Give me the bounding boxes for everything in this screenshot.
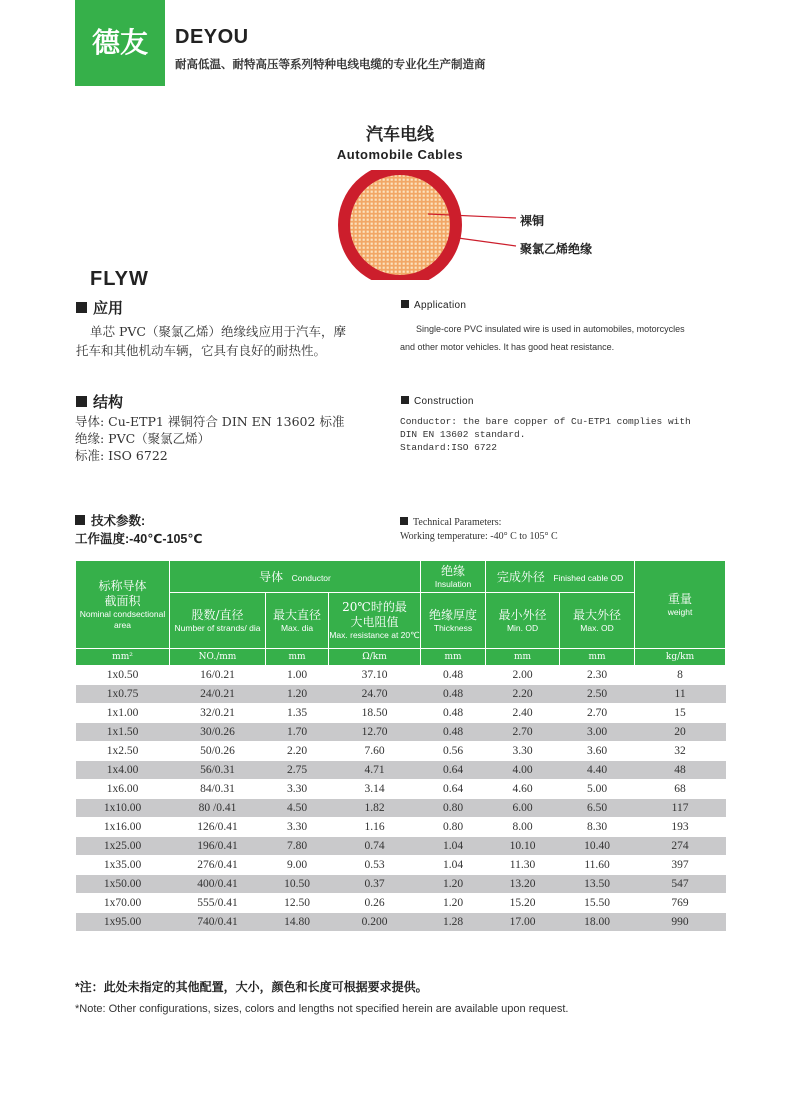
- bullet-square-icon: [400, 517, 408, 525]
- table-cell: 10.40: [560, 837, 635, 856]
- table-cell: 8.00: [486, 818, 560, 837]
- table-cell: 15.50: [560, 894, 635, 913]
- table-cell: 2.70: [486, 723, 560, 742]
- table-row: [76, 723, 726, 742]
- table-cell: 1.35: [266, 704, 329, 723]
- table-cell: 8.30: [560, 818, 635, 837]
- table-cell: 2.20: [486, 685, 560, 704]
- table-row: [76, 818, 726, 837]
- table-cell: 1x2.50: [76, 742, 170, 761]
- table-cell: 117: [635, 799, 726, 818]
- unit-cell: mm²: [76, 649, 170, 666]
- table-cell: 0.74: [329, 837, 421, 856]
- table-cell: 50/0.26: [170, 742, 266, 761]
- bullet-square-icon: [76, 302, 87, 313]
- table-cell: 1x25.00: [76, 837, 170, 856]
- table-cell: 16/0.21: [170, 666, 266, 685]
- table-row: [76, 780, 726, 799]
- bullet-square-icon: [76, 396, 87, 407]
- construction-heading-zh: 结构: [76, 391, 123, 412]
- table-cell: 0.64: [421, 780, 486, 799]
- bullet-square-icon: [401, 396, 409, 404]
- table-row: [76, 856, 726, 875]
- table-cell: 20: [635, 723, 726, 742]
- table-cell: 397: [635, 856, 726, 875]
- table-cell: 1.20: [266, 685, 329, 704]
- table-cell: 4.40: [560, 761, 635, 780]
- header-strands: 股数/直径 Number of strands/ dia: [170, 593, 266, 649]
- table-cell: 193: [635, 818, 726, 837]
- table-cell: 1x35.00: [76, 856, 170, 875]
- note-en: *Note: Other configurations, sizes, colors and lengths not specified herein are available upon request.: [75, 1003, 569, 1015]
- table-cell: 1x0.75: [76, 685, 170, 704]
- table-cell: 3.60: [560, 742, 635, 761]
- table-cell: 1x50.00: [76, 875, 170, 894]
- table-cell: 0.64: [421, 761, 486, 780]
- table-row: [76, 685, 726, 704]
- model-code: FLYW: [90, 268, 149, 290]
- table-cell: 2.70: [560, 704, 635, 723]
- table-cell: 3.30: [266, 780, 329, 799]
- brand-tagline: 耐高低温、耐特高压等系列特种电线电缆的专业化生产制造商: [175, 59, 486, 71]
- table-cell: 1.28: [421, 913, 486, 932]
- table-cell: 1x4.00: [76, 761, 170, 780]
- table-cell: 5.00: [560, 780, 635, 799]
- table-cell: 740/0.41: [170, 913, 266, 932]
- table-cell: 2.50: [560, 685, 635, 704]
- unit-cell: mm: [486, 649, 560, 666]
- table-cell: 0.56: [421, 742, 486, 761]
- table-cell: 56/0.31: [170, 761, 266, 780]
- table-cell: 17.00: [486, 913, 560, 932]
- table-cell: 0.48: [421, 666, 486, 685]
- header-thickness: 绝缘厚度 Thickness: [421, 593, 486, 649]
- table-cell: 10.50: [266, 875, 329, 894]
- table-cell: 0.48: [421, 704, 486, 723]
- unit-cell: mm: [421, 649, 486, 666]
- table-cell: 30/0.26: [170, 723, 266, 742]
- insulation-label: 聚氯乙烯绝缘: [520, 242, 593, 256]
- table-cell: 0.26: [329, 894, 421, 913]
- table-cell: 2.20: [266, 742, 329, 761]
- table-row: [76, 894, 726, 913]
- cable-cross-section-diagram: [330, 170, 530, 280]
- logo-text: 德友: [91, 26, 148, 59]
- table-row: [76, 704, 726, 723]
- table-cell: 13.50: [560, 875, 635, 894]
- table-cell: 126/0.41: [170, 818, 266, 837]
- header-weight: 重量 weight: [635, 561, 726, 649]
- table-cell: 32: [635, 742, 726, 761]
- table-cell: 1.00: [266, 666, 329, 685]
- brand-name: DEYOU: [175, 26, 249, 48]
- table-cell: 12.70: [329, 723, 421, 742]
- table-cell: 1.20: [421, 875, 486, 894]
- table-cell: 15.20: [486, 894, 560, 913]
- table-cell: 3.30: [266, 818, 329, 837]
- table-cell: 14.80: [266, 913, 329, 932]
- table-cell: 3.30: [486, 742, 560, 761]
- table-cell: 32/0.21: [170, 704, 266, 723]
- application-heading-en: Application: [401, 300, 466, 311]
- table-cell: 24/0.21: [170, 685, 266, 704]
- table-cell: 769: [635, 894, 726, 913]
- table-cell: 2.40: [486, 704, 560, 723]
- table-cell: 18.50: [329, 704, 421, 723]
- table-cell: 11: [635, 685, 726, 704]
- table-cell: 1x95.00: [76, 913, 170, 932]
- header-insulation: 绝缘 Insulation: [421, 561, 486, 593]
- table-cell: 1x16.00: [76, 818, 170, 837]
- bullet-square-icon: [401, 300, 409, 308]
- table-cell: 0.53: [329, 856, 421, 875]
- copper-label: 裸铜: [520, 214, 545, 228]
- table-cell: 3.00: [560, 723, 635, 742]
- table-row: [76, 913, 726, 932]
- construction-heading-en: Construction: [401, 396, 474, 407]
- table-cell: 4.60: [486, 780, 560, 799]
- spec-table: [75, 560, 726, 932]
- table-cell: 1.20: [421, 894, 486, 913]
- table-cell: 1.04: [421, 837, 486, 856]
- header-min-od: 最小外径 Min. OD: [486, 593, 560, 649]
- table-cell: 0.200: [329, 913, 421, 932]
- header-finished-od: 完成外径 Finished cable OD: [486, 561, 635, 593]
- table-cell: 80 /0.41: [170, 799, 266, 818]
- table-row: [76, 742, 726, 761]
- table-cell: 276/0.41: [170, 856, 266, 875]
- table-cell: 9.00: [266, 856, 329, 875]
- table-cell: 68: [635, 780, 726, 799]
- unit-cell: kg/km: [635, 649, 726, 666]
- params-zh: 技术参数: 工作温度:-40℃-105℃: [75, 514, 203, 546]
- table-cell: 48: [635, 761, 726, 780]
- table-cell: 37.10: [329, 666, 421, 685]
- params-en: Technical Parameters: Working temperature: -40° C to 105° C: [400, 517, 558, 542]
- table-cell: 400/0.41: [170, 875, 266, 894]
- table-cell: 0.80: [421, 818, 486, 837]
- header-max-dia: 最大直径 Max. dia: [266, 593, 329, 649]
- header-nominal-area: 标称导体 截面积 Nominal condsectional area: [76, 561, 170, 649]
- table-cell: 1x10.00: [76, 799, 170, 818]
- table-cell: 1x0.50: [76, 666, 170, 685]
- table-row: [76, 799, 726, 818]
- bullet-square-icon: [75, 515, 85, 525]
- table-cell: 0.48: [421, 723, 486, 742]
- table-cell: 12.50: [266, 894, 329, 913]
- unit-cell: Ω/km: [329, 649, 421, 666]
- table-row: [76, 837, 726, 856]
- table-cell: 24.70: [329, 685, 421, 704]
- table-cell: 11.30: [486, 856, 560, 875]
- table-cell: 6.50: [560, 799, 635, 818]
- construction-text-zh: 导体: Cu-ETP1 裸铜符合 DIN EN 13602 标准 绝缘: PVC（聚氯乙烯） 标准: ISO 6722: [75, 414, 345, 463]
- table-cell: 4.00: [486, 761, 560, 780]
- note-zh: *注：此处未指定的其他配置，大小，颜色和长度可根据要求提供。: [75, 980, 428, 994]
- application-heading-zh: 应用: [76, 297, 123, 318]
- table-cell: 15: [635, 704, 726, 723]
- table-cell: 7.60: [329, 742, 421, 761]
- table-cell: 1x1.50: [76, 723, 170, 742]
- table-cell: 13.20: [486, 875, 560, 894]
- table-row: [76, 761, 726, 780]
- table-cell: 7.80: [266, 837, 329, 856]
- table-cell: 8: [635, 666, 726, 685]
- table-cell: 274: [635, 837, 726, 856]
- table-cell: 0.80: [421, 799, 486, 818]
- table-row: [76, 875, 726, 894]
- table-cell: 0.48: [421, 685, 486, 704]
- table-cell: 1.82: [329, 799, 421, 818]
- table-cell: 18.00: [560, 913, 635, 932]
- table-cell: 6.00: [486, 799, 560, 818]
- table-cell: 4.50: [266, 799, 329, 818]
- table-cell: 2.00: [486, 666, 560, 685]
- unit-cell: mm: [560, 649, 635, 666]
- header-resistance: 20℃时的最 大电阻值 Max. resistance at 20℃: [329, 593, 421, 649]
- construction-text-en: Conductor: the bare copper of Cu-ETP1 complies with DIN EN 13602 standard. Standard:ISO 6722: [400, 416, 691, 453]
- unit-cell: mm: [266, 649, 329, 666]
- table-cell: 990: [635, 913, 726, 932]
- product-title-en: Automobile Cables: [336, 147, 464, 162]
- table-cell: 2.30: [560, 666, 635, 685]
- brand-logo: [75, 0, 165, 86]
- header-max-od: 最大外径 Max. OD: [560, 593, 635, 649]
- table-cell: 0.37: [329, 875, 421, 894]
- table-cell: 1.04: [421, 856, 486, 875]
- units-row: [76, 649, 726, 666]
- table-cell: 1.16: [329, 818, 421, 837]
- table-cell: 3.14: [329, 780, 421, 799]
- spec-table-body: [76, 666, 726, 932]
- table-cell: 10.10: [486, 837, 560, 856]
- table-cell: 11.60: [560, 856, 635, 875]
- table-cell: 1x70.00: [76, 894, 170, 913]
- table-row: [76, 666, 726, 685]
- table-cell: 1x6.00: [76, 780, 170, 799]
- table-cell: 547: [635, 875, 726, 894]
- unit-cell: NO./mm: [170, 649, 266, 666]
- table-cell: 196/0.41: [170, 837, 266, 856]
- table-cell: 555/0.41: [170, 894, 266, 913]
- table-cell: 1x1.00: [76, 704, 170, 723]
- product-title-zh: 汽车电线: [366, 125, 434, 144]
- table-cell: 4.71: [329, 761, 421, 780]
- table-cell: 84/0.31: [170, 780, 266, 799]
- header-conductor: 导体 Conductor: [170, 561, 421, 593]
- table-cell: 2.75: [266, 761, 329, 780]
- insulation-leader-line: [458, 238, 516, 246]
- application-text-en: Single-core PVC insulated wire is used in automobiles, motorcycles and other motor vehicles. It has good heat resistance.: [400, 324, 685, 352]
- table-cell: 1.70: [266, 723, 329, 742]
- application-text-zh: 单芯 PVC（聚氯乙烯）绝缘线应用于汽车，摩 托车和其他机动车辆，它具有良好的耐热性。: [76, 324, 346, 358]
- copper-core: [350, 175, 450, 275]
